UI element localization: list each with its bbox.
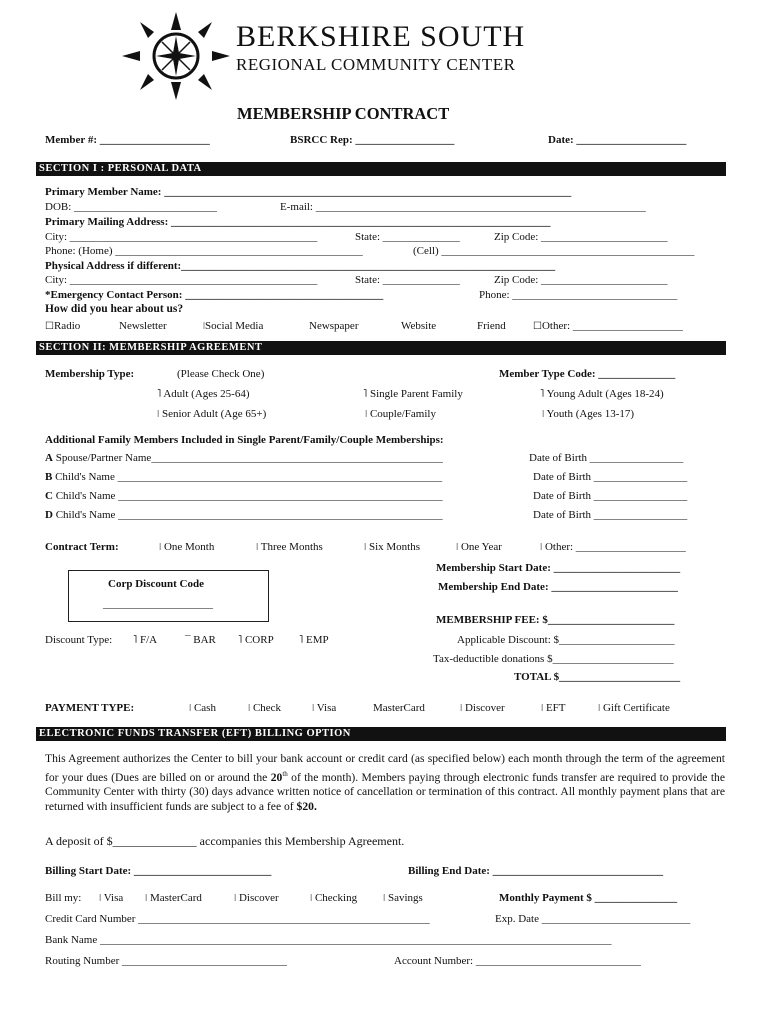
exp-date-field[interactable]: Exp. Date ___________________________ [495, 913, 691, 925]
discount-type-label: Discount Type: [45, 634, 113, 646]
option-label: Couple/Family [369, 408, 436, 420]
primary-member-name-field[interactable] [45, 186, 571, 198]
term-six-months-checkbox[interactable] [364, 541, 420, 553]
membership-fee-field[interactable]: MEMBERSHIP FEE: $_______________________ [436, 614, 675, 626]
city-field[interactable]: City: _____________________________________________ [45, 231, 318, 243]
eft-section-header: ELECTRONIC FUNDS TRANSFER (EFT) BILLING OPTION [36, 727, 726, 741]
billing-start-date-field[interactable]: Billing Start Date: _________________________ [45, 865, 272, 877]
term-one-month-checkbox[interactable] [159, 541, 214, 553]
discount-fa-checkbox[interactable] [133, 634, 157, 646]
row-name-field: Spouse/Partner Name_____________________________________________________ [55, 452, 443, 464]
bill-savings-checkbox[interactable] [383, 892, 423, 904]
membership-end-date-field[interactable]: Membership End Date: _______________________ [438, 581, 678, 593]
option-label: Friend [477, 320, 506, 332]
option-label: Social Media [205, 320, 264, 332]
option-label: Newsletter [119, 320, 167, 332]
tax-deductible-field[interactable]: Tax-deductible donations $______________________ [433, 653, 674, 665]
discount-corp-checkbox[interactable] [238, 634, 274, 646]
option-label: Cash [193, 702, 216, 714]
source-other-checkbox[interactable] [533, 320, 683, 332]
contract-term-label: Contract Term: [45, 541, 119, 553]
zip-2-field[interactable]: Zip Code: _______________________ [494, 274, 668, 286]
option-label: MasterCard [373, 702, 425, 714]
option-label: Radio [53, 320, 81, 332]
type-single-parent-checkbox[interactable] [363, 388, 463, 400]
billing-end-date-field[interactable]: Billing End Date: _______________________________ [408, 865, 664, 877]
checkbox-icon: ǀ [456, 541, 461, 553]
checkbox-icon: ǀ [256, 541, 261, 553]
checkbox-icon: ǀ [541, 702, 546, 714]
option-label: Three Months [260, 541, 323, 553]
bsrcc-rep-field[interactable]: BSRCC Rep: __________________ [290, 134, 455, 146]
primary-member-text: Primary Member Name: __________________________________________________________________________ [45, 186, 572, 198]
source-newspaper-checkbox[interactable] [309, 320, 358, 332]
option-label: One Month [163, 541, 215, 553]
how-heard-label: How did you hear about us? [45, 303, 184, 315]
applicable-discount-field[interactable]: Applicable Discount: $_____________________ [457, 634, 675, 646]
option-label: Visa [316, 702, 337, 714]
checkbox-icon: ǀ [365, 408, 370, 420]
checkbox-icon: ˥ [133, 634, 140, 646]
para-sup: th [282, 769, 288, 778]
option-label: EMP [305, 634, 329, 646]
family-dob-a[interactable]: Date of Birth _________________ [529, 452, 684, 464]
type-senior-checkbox[interactable] [157, 408, 266, 420]
option-label: CORP [244, 634, 274, 646]
checkbox-icon: ǀ [310, 892, 315, 904]
option-label: Gift Certificate [602, 702, 670, 714]
type-youth-checkbox[interactable] [542, 408, 634, 420]
bill-visa-checkbox[interactable] [99, 892, 123, 904]
type-couple-family-checkbox[interactable] [365, 408, 436, 420]
option-label: BAR [193, 634, 216, 646]
option-label: Website [401, 320, 437, 332]
routing-number-field[interactable]: Routing Number ______________________________ [45, 955, 287, 967]
checkbox-icon: ǀ [189, 702, 194, 714]
source-newsletter-checkbox[interactable] [119, 320, 167, 332]
row-name-field: Child's Name ___________________________________________________________ [55, 490, 443, 502]
source-friend-checkbox[interactable] [477, 320, 506, 332]
row-letter: B [45, 471, 53, 483]
checkbox-icon: ǀ [159, 541, 164, 553]
row-letter: A [45, 452, 53, 464]
checkbox-icon: ˥ [238, 634, 245, 646]
pay-eft-checkbox[interactable] [541, 702, 566, 714]
term-one-year-checkbox[interactable] [456, 541, 502, 553]
row-name-field: Child's Name ___________________________________________________________ [55, 509, 443, 521]
option-label: Other: ____________________ [541, 320, 683, 332]
home-phone-field[interactable]: Phone: (Home) _____________________________________________ [45, 245, 363, 257]
cell-phone-field[interactable]: (Cell) ______________________________________________ [413, 245, 695, 257]
option-label: Adult (Ages 25-64) [163, 388, 250, 400]
term-three-months-checkbox[interactable] [256, 541, 323, 553]
option-label: Young Adult (Ages 18-24) [546, 388, 664, 400]
row-name-field: Child's Name ___________________________________________________________ [55, 471, 443, 483]
checkbox-icon: ˥ [299, 634, 306, 646]
org-name: BERKSHIRE SOUTH [236, 20, 526, 53]
state-2-field[interactable]: State: ______________ [355, 274, 460, 286]
option-label: Checking [314, 892, 358, 904]
deposit-field[interactable]: A deposit of $______________ accompanies this Membership Agreement. [45, 834, 405, 848]
option-label: One Year [460, 541, 502, 553]
zip-field[interactable]: Zip Code: _______________________ [494, 231, 668, 243]
option-label: Six Months [368, 541, 420, 553]
checkbox-icon: ˥ [157, 388, 164, 400]
family-dob-d[interactable]: Date of Birth _________________ [533, 509, 688, 521]
option-label: MasterCard [149, 892, 202, 904]
checkbox-icon: ☐ [45, 321, 54, 332]
org-subtitle: REGIONAL COMMUNITY CENTER [236, 55, 516, 74]
section-2-header: SECTION II: MEMBERSHIP AGREEMENT [36, 341, 726, 355]
para-day: 20 [270, 770, 283, 784]
member-type-code-field[interactable]: Member Type Code: ______________ [499, 368, 676, 380]
member-number-field[interactable]: Member #: ____________________ [45, 134, 210, 146]
section-1-header: SECTION I : PERSONAL DATA [36, 162, 726, 176]
term-other-checkbox[interactable] [540, 541, 686, 553]
option-label: EFT [545, 702, 566, 714]
checkbox-icon: ǀ [234, 892, 239, 904]
option-label: Senior Adult (Age 65+) [161, 408, 267, 420]
checkbox-icon: ǀ [203, 321, 206, 332]
checkbox-icon: ǀ [145, 892, 150, 904]
pay-discover-checkbox[interactable] [460, 702, 505, 714]
membership-type-label: Membership Type: [45, 368, 135, 380]
type-adult-checkbox[interactable] [157, 388, 250, 400]
membership-start-date-field[interactable]: Membership Start Date: _______________________ [436, 562, 681, 574]
bill-my-label: Bill my: [45, 892, 82, 904]
pay-mastercard-checkbox[interactable] [373, 702, 425, 714]
bank-name-field[interactable]: Bank Name _____________________________________________________________________________________________ [45, 934, 612, 946]
option-label: Single Parent Family [369, 388, 463, 400]
discount-bar-checkbox[interactable] [185, 634, 216, 646]
emergency-phone-field[interactable]: Phone: ______________________________ [479, 289, 678, 301]
payment-type-label: PAYMENT TYPE: [45, 702, 135, 714]
source-social-media-checkbox[interactable] [203, 320, 263, 332]
option-label: Visa [103, 892, 124, 904]
checkbox-icon: ǀ [460, 702, 465, 714]
checkbox-icon: ǀ [312, 702, 317, 714]
family-dob-b[interactable]: Date of Birth _________________ [533, 471, 688, 483]
checkbox-icon: ǀ [598, 702, 603, 714]
option-label: Discover [464, 702, 505, 714]
checkbox-icon: ǀ [383, 892, 388, 904]
bill-mastercard-checkbox[interactable] [145, 892, 202, 904]
emergency-contact-field[interactable]: *Emergency Contact Person: ____________________________________ [45, 289, 384, 301]
checkbox-icon: ǀ [540, 541, 545, 553]
bill-checking-checkbox[interactable] [310, 892, 357, 904]
type-young-adult-checkbox[interactable] [540, 388, 664, 400]
source-website-checkbox[interactable] [401, 320, 436, 332]
family-row-c[interactable] [45, 490, 443, 502]
checkbox-icon: ˥ [540, 388, 547, 400]
para-text: This Agreement authorizes the Center to bill your bank account or credit card (as specified below) each month through the term of the agreement for your dues (Dues are billed on or around the [45, 752, 725, 784]
option-label: Savings [387, 892, 423, 904]
checkbox-icon: ǀ [99, 892, 104, 904]
checkbox-icon: ǀ [248, 702, 253, 714]
account-number-field[interactable]: Account Number: ______________________________ [394, 955, 641, 967]
option-label: Youth (Ages 13-17) [546, 408, 635, 420]
para-fee: $20. [296, 799, 317, 813]
corp-discount-label: Corp Discount Code [108, 578, 204, 590]
dob-field[interactable]: DOB: __________________________ [45, 201, 218, 213]
pay-cash-checkbox[interactable] [189, 702, 216, 714]
option-label: Newspaper [309, 320, 359, 332]
mailing-address-field[interactable]: Primary Mailing Address: _____________________________________________________________________ [45, 216, 551, 228]
family-dob-c[interactable]: Date of Birth _________________ [533, 490, 688, 502]
city-2-field[interactable]: City: _____________________________________________ [45, 274, 318, 286]
checkbox-icon: ǀ [157, 408, 162, 420]
bill-discover-checkbox[interactable] [234, 892, 279, 904]
page-title: MEMBERSHIP CONTRACT [237, 104, 450, 123]
option-label: Other: ____________________ [544, 541, 686, 553]
source-radio-checkbox[interactable] [45, 320, 80, 332]
email-field[interactable]: E-mail: ____________________________________________________________ [280, 201, 646, 213]
credit-card-number-field[interactable]: Credit Card Number _____________________________________________________ [45, 913, 430, 925]
option-label: Discover [238, 892, 279, 904]
pay-gift-certificate-checkbox[interactable] [598, 702, 670, 714]
checkbox-icon: ˥ [363, 388, 370, 400]
row-letter: D [45, 509, 53, 521]
monthly-payment-field[interactable]: Monthly Payment $ _______________ [499, 892, 678, 904]
additional-family-label: Additional Family Members Included in Single Parent/Family/Couple Memberships: [45, 434, 444, 446]
checkbox-icon: ¯ [185, 634, 194, 646]
option-label: F/A [139, 634, 158, 646]
physical-address-field[interactable]: Physical Address if different:____________________________________________________________________ [45, 260, 556, 272]
please-check-note: (Please Check One) [177, 368, 265, 380]
checkbox-icon: ǀ [364, 541, 369, 553]
eft-agreement-paragraph [45, 752, 725, 814]
pay-visa-checkbox[interactable] [312, 702, 336, 714]
family-row-b[interactable] [45, 471, 442, 483]
total-field[interactable]: TOTAL $______________________ [514, 671, 681, 683]
discount-emp-checkbox[interactable] [299, 634, 329, 646]
checkbox-icon: ☐ [533, 321, 542, 332]
compass-logo [120, 10, 232, 102]
family-row-d[interactable] [45, 509, 443, 521]
pay-check-checkbox[interactable] [248, 702, 281, 714]
date-field[interactable]: Date: ____________________ [548, 134, 687, 146]
checkbox-icon: ǀ [542, 408, 547, 420]
family-row-a[interactable] [45, 452, 443, 464]
para-text-2: of the month). Members paying through electronic funds transfer are required to provide the Community Center with thirty (30) days advance written notice of cancellation or termination of this contract. All monthly payment plans that are returned with insufficient funds are subject to a fee of [45, 770, 725, 813]
option-label: Check [252, 702, 282, 714]
row-letter: C [45, 490, 53, 502]
corp-discount-field[interactable]: ____________________ [103, 598, 213, 610]
state-field[interactable]: State: ______________ [355, 231, 460, 243]
